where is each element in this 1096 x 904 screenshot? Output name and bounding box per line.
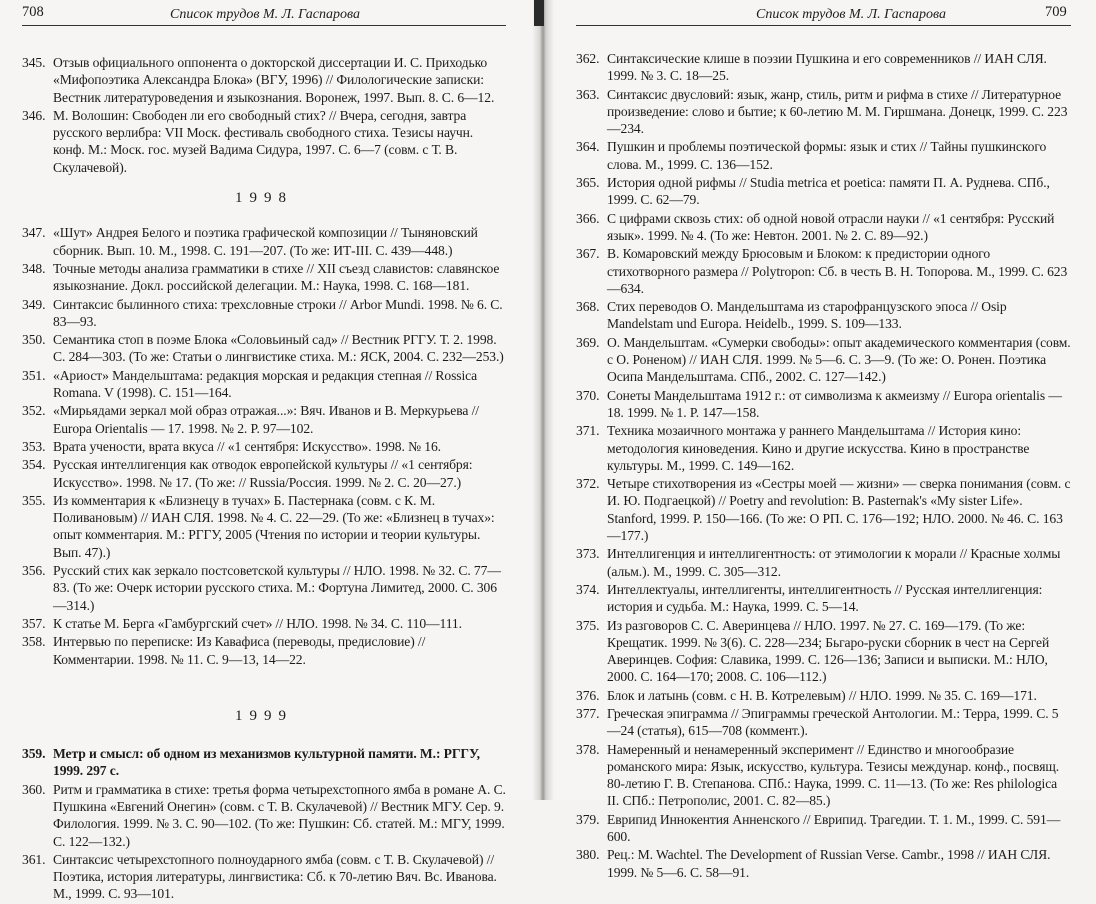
entry-number: 357. <box>22 615 46 631</box>
binding-clip <box>534 0 544 26</box>
running-head-right: Список трудов М. Л. Гаспарова <box>756 7 946 22</box>
entry-number: 373. <box>576 546 600 562</box>
entries-1999-group <box>22 745 506 903</box>
left-page <box>0 0 532 902</box>
entry-text: Греческая эпиграмма // Эпиграммы греческой Антологии. М.: Терра, 1999. С. 5—24 (статья), 615—708 (коммент.). <box>607 705 1059 739</box>
entry-text: Ритм и грамматика в стихе: третья форма четырехстопного ямба в романе А. С. Пушкина «Евгений Онегин» (совм. с Т. В. Скулачевой) // Вестник МГУ. Сер. 9. Филология. 1999. № 3. С. 90—102. (То же: Пушкин: Сб. статей. М.: МГУ, 1999. С. 122—132.) <box>53 781 506 849</box>
entry-number: 359. <box>22 746 46 762</box>
entry-number: 367. <box>576 246 600 262</box>
left-entries <box>22 54 506 904</box>
bibliography-entry <box>22 633 506 668</box>
bibliography-entry <box>576 174 1071 209</box>
entry-text: М. Волошин: Свободен ли его свободный стих? // Вчера, сегодня, завтра русского верлибра: VII Моск. фестиваль свободного стиха. Тезисы научн. конф. М.: Моск. гос. музей Вадима Сидура, 1997. С. 6—7 (совм. с Т. В. Скулачевой). <box>53 107 474 175</box>
entry-text: Четыре стихотворения из «Сестры моей — жизни» — сверка понимания (совм. с И. Ю. Подгаецкой) // Poetry and revolution: B. Pasternak's «My sister Life». Stanford, 1999. P. 150—166. (То же: О РП. С. 176—192; НЛО. 2000. № 46. С. 163—177.) <box>607 476 1071 544</box>
entry-text: О. Мандельштам. «Сумерки свободы»: опыт академического комментария (совм. с О. Роненом) // ИАН СЛЯ. 1999. № 5—6. С. 3—9. (То же: О. Ронен. Поэтика Осипа Мандельштама. СПб., 2002. С. 127—142.) <box>607 334 1071 385</box>
entry-text: «Ариост» Мандельштама: редакция морская и редакция степная // Rossica Romana. V (1998). С. 151—164. <box>53 367 478 401</box>
entry-number: 350. <box>22 332 46 348</box>
entry-text: Метр и смысл: об одном из механизмов культурной памяти. М.: РГГУ, 1999. 297 с. <box>53 746 480 779</box>
bibliography-entry <box>22 54 506 106</box>
entry-text: Синтаксис четырехстопного полноударного ямба (совм. с Т. В. Скулачевой) // Поэтика, история литературы, лингвистика: Сб. к 70-летию Вяч. Вс. Иванова. М., 1999. С. 93—101. <box>53 851 497 902</box>
bibliography-entry <box>576 86 1071 138</box>
entry-number: 366. <box>576 210 600 226</box>
entry-text: К статье М. Берга «Гамбургский счет» // НЛО. 1998. № 34. С. 110—111. <box>53 615 462 631</box>
entry-number: 365. <box>576 175 600 191</box>
bibliography-entry <box>576 50 1071 85</box>
right-entries <box>576 50 1071 882</box>
entry-number: 378. <box>576 741 600 757</box>
right-page <box>554 0 1096 880</box>
bibliography-entry <box>22 402 506 437</box>
entry-text: В. Комаровский между Брюсовым и Блоком: к предистории одного стихотворного размера // Polytropon: Сб. в честь В. Н. Топорова. М., 1999. С. 623—634. <box>607 246 1068 296</box>
bibliography-entry <box>22 296 506 331</box>
entry-number: 376. <box>576 687 600 703</box>
bibliography-entry <box>576 245 1071 297</box>
bibliography-entry <box>576 334 1071 386</box>
entry-number: 358. <box>22 634 46 650</box>
bibliography-entry <box>576 811 1071 846</box>
entry-text: Из комментария к «Близнецу в тучах» Б. Пастернака (совм. с К. М. Поливановым) // ИАН СЛЯ. 1998. № 4. С. 22—29. (То же: «Близнец в тучах»: опыт комментария. М.: РГГУ, 2005 (Чтения по истории и теории культуры. Вып. 47).) <box>53 492 495 560</box>
entry-number: 352. <box>22 403 46 419</box>
bibliography-entry <box>22 107 506 176</box>
bibliography-entry <box>576 138 1071 173</box>
entry-number: 374. <box>576 581 600 597</box>
entry-text: Отзыв официального оппонента о докторской диссертации И. С. Приходько «Мифопоэтика Александра Блока» (ВГУ, 1996) // Филологические записки: Вестник литературоведения и языкознания. Воронеж, 1997. Вып. 8. С. 6—12. <box>53 55 495 105</box>
entry-number: 371. <box>576 423 600 439</box>
running-head-left: Список трудов М. Л. Гаспарова <box>170 7 360 22</box>
bibliography-entry <box>22 260 506 295</box>
entry-number: 360. <box>22 781 46 797</box>
bibliography-entry <box>22 438 506 455</box>
entry-text: Рец.: M. Wachtel. The Development of Russian Verse. Cambr., 1998 // ИАН СЛЯ. 1999. № 5—6. С. 58—91. <box>607 847 1051 880</box>
entries-1998-group <box>22 224 506 667</box>
bibliography-entry <box>22 456 506 491</box>
entry-text: Техника мозаичного монтажа у раннего Мандельштама // История кино: методология киноведения. Кино и другие искусства. Кино в пространстве культуры. М., 1999. С. 149—162. <box>607 423 1030 473</box>
book-gutter <box>532 0 554 800</box>
entry-text: С цифрами сквозь стих: об одной новой отрасли науки // «1 сентября: Русский язык». 1999. № 4. (То же: Невтон. 2001. № 2. С. 89—92.) <box>607 210 1055 243</box>
bibliography-entry <box>576 545 1071 580</box>
bibliography-entry <box>576 687 1071 704</box>
bibliography-entry <box>576 741 1071 810</box>
entry-text: Синтаксис двусловий: язык, жанр, стиль, ритм и рифма в стихе // Литературное произведение: слово и бытие; к 60-летию М. М. Гиршмана. Донецк, 1999. С. 223—234. <box>607 86 1068 137</box>
entry-number: 361. <box>22 851 46 867</box>
entry-text: Точные методы анализа грамматики в стихе // XII съезд славистов: славянское языкознание. Докл. российской делегации. М.: Наука, 1998. С. 168—181. <box>53 260 500 294</box>
header-rule-left <box>22 25 506 26</box>
page-number-right: 709 <box>1045 4 1067 20</box>
entry-number: 351. <box>22 367 46 383</box>
bibliography-entry <box>22 562 506 614</box>
entry-number: 345. <box>22 55 46 70</box>
bibliography-entry <box>22 851 506 903</box>
page-number-left: 708 <box>22 4 44 20</box>
entry-number: 377. <box>576 705 600 721</box>
entries-1997-group <box>22 54 506 176</box>
entry-text: Интервью по переписке: Из Кавафиса (переводы, предисловие) // Комментарии. 1998. № 11. С. 9—13, 14—22. <box>53 634 426 667</box>
entry-number: 356. <box>22 563 46 579</box>
entry-number: 375. <box>576 617 600 633</box>
year-heading-1998: 1998 <box>235 190 293 207</box>
entry-text: Синтаксические клише в поэзии Пушкина и его современников // ИАН СЛЯ. 1999. № 3. С. 18—25. <box>607 51 1047 84</box>
entry-text: Блок и латынь (совм. с Н. В. Котрелевым) // НЛО. 1999. № 35. С. 169—171. <box>607 687 1037 703</box>
entry-number: 347. <box>22 225 46 241</box>
entry-number: 353. <box>22 438 46 454</box>
entry-number: 363. <box>576 86 600 102</box>
entry-text: Намеренный и ненамеренный эксперимент // Единство и многообразие романского мира: Язык, искусство, культура. Тезисы междунар. конф., посвящ. 80-летию Г. В. Степанова. СПб.: Наука, 1999. С. 11—13. (То же: Res philologica II. СПб.: Петрополис, 2001. С. 82—85.) <box>607 741 1060 809</box>
entry-text: «Мирьядами зеркал мой образ отражая...»: Вяч. Иванов и В. Меркурьева // Europa Orientalis — 17. 1998. № 2. P. 97—102. <box>53 403 479 436</box>
entry-text: Семантика стоп в поэме Блока «Соловьиный сад» // Вестник РГГУ. Т. 2. 1998. С. 284—303. (То же: Статьи о лингвистике стиха. М.: ЯСК, 2004. С. 232—253.) <box>53 332 504 365</box>
bibliography-entry <box>22 781 506 850</box>
bibliography-entry <box>576 422 1071 474</box>
entry-number: 380. <box>576 847 600 863</box>
entry-number: 346. <box>22 107 46 123</box>
entry-number: 364. <box>576 139 600 155</box>
entry-number: 372. <box>576 476 600 492</box>
entry-text: Русский стих как зеркало постсоветской культуры // НЛО. 1998. № 32. С. 77—83. (То же: Очерк истории русского стиха. М.: Фортуна Лимитед, 2000. С. 306—314.) <box>53 563 501 613</box>
entry-number: 379. <box>576 811 600 827</box>
bibliography-entry <box>576 298 1071 333</box>
year-heading-1999: 1999 <box>235 707 293 724</box>
bibliography-entry <box>22 367 506 402</box>
bibliography-entry <box>576 846 1071 881</box>
bibliography-entry <box>22 331 506 366</box>
entry-text: Стих переводов О. Мандельштама из старофранцузского эпоса // Osip Mandelstam und Europa. Heidelb., 1999. S. 109—133. <box>607 299 1007 332</box>
bibliography-entry <box>576 581 1071 616</box>
entry-text: Интеллигенция и интеллигентность: от этимологии к морали // Красные холмы (альм.). М., 1999. С. 305—312. <box>607 546 1061 579</box>
entry-text: Врата учености, врата вкуса // «1 сентября: Искусство». 1998. № 16. <box>53 438 441 454</box>
entry-number: 370. <box>576 387 600 403</box>
header-rule-right <box>576 25 1071 26</box>
bibliography-entry <box>22 745 506 780</box>
entry-text: Русская интеллигенция как отводок европейской культуры // «1 сентября: Искусство». 1998. № 17. (То же: // Russia/Россия. 1999. № 2. С. 20—27.) <box>53 457 473 490</box>
entry-text: Пушкин и проблемы поэтической формы: язык и стих // Тайны пушкинского слова. М., 1999. С. 136—152. <box>607 139 1047 172</box>
bibliography-entry <box>576 475 1071 544</box>
bibliography-entry <box>576 705 1071 740</box>
entry-number: 369. <box>576 334 600 350</box>
entries-1999-continued-group <box>576 50 1071 881</box>
entry-number: 355. <box>22 492 46 508</box>
bibliography-entry <box>22 492 506 561</box>
entry-text: Из разговоров С. С. Аверинцева // НЛО. 1997. № 27. С. 169—179. (То же: Крещатик. 1999. № 3(6). С. 228—234; Бьгаро-руски сборник в чест на Сергей Аверинцев. София: Славика, 1999. С. 126—136; Записи и выписки. М.: НЛО, 2000. С. 164—170; 2008. С. 106—112.) <box>607 617 1050 685</box>
bibliography-entry <box>576 387 1071 422</box>
bibliography-entry <box>22 615 506 632</box>
entry-text: Сонеты Мандельштама 1912 г.: от символизма к акмеизму // Europa orientalis — 18. 1999. № 1. P. 147—158. <box>607 387 1062 420</box>
bibliography-entry <box>576 210 1071 245</box>
entry-text: Синтаксис былинного стиха: трехсловные строки // Arbor Mundi. 1998. № 6. С. 83—93. <box>53 296 503 329</box>
bibliography-entry <box>576 617 1071 686</box>
entry-text: Еврипид Иннокентия Анненского // Еврипид. Трагедии. Т. 1. М., 1999. С. 591—600. <box>607 811 1061 845</box>
entry-text: Интеллектуалы, интеллигенты, интеллигентность // Русская интеллигенция: история и судьба. М.: Наука, 1999. С. 5—14. <box>607 581 1043 615</box>
entry-text: История одной рифмы // Studia metrica et poetica: памяти П. А. Руднева. СПб., 1999. С. 62—79. <box>607 175 1050 208</box>
bibliography-entry <box>22 224 506 259</box>
entry-number: 362. <box>576 51 600 66</box>
entry-text: «Шут» Андрея Белого и поэтика графической композиции // Тыняновский сборник. Вып. 10. М., 1998. С. 191—207. (То же: ИТ-III. С. 439—448.) <box>53 225 478 258</box>
entry-number: 349. <box>22 296 46 312</box>
entry-number: 368. <box>576 299 600 315</box>
entry-number: 348. <box>22 260 46 276</box>
entry-number: 354. <box>22 457 46 473</box>
